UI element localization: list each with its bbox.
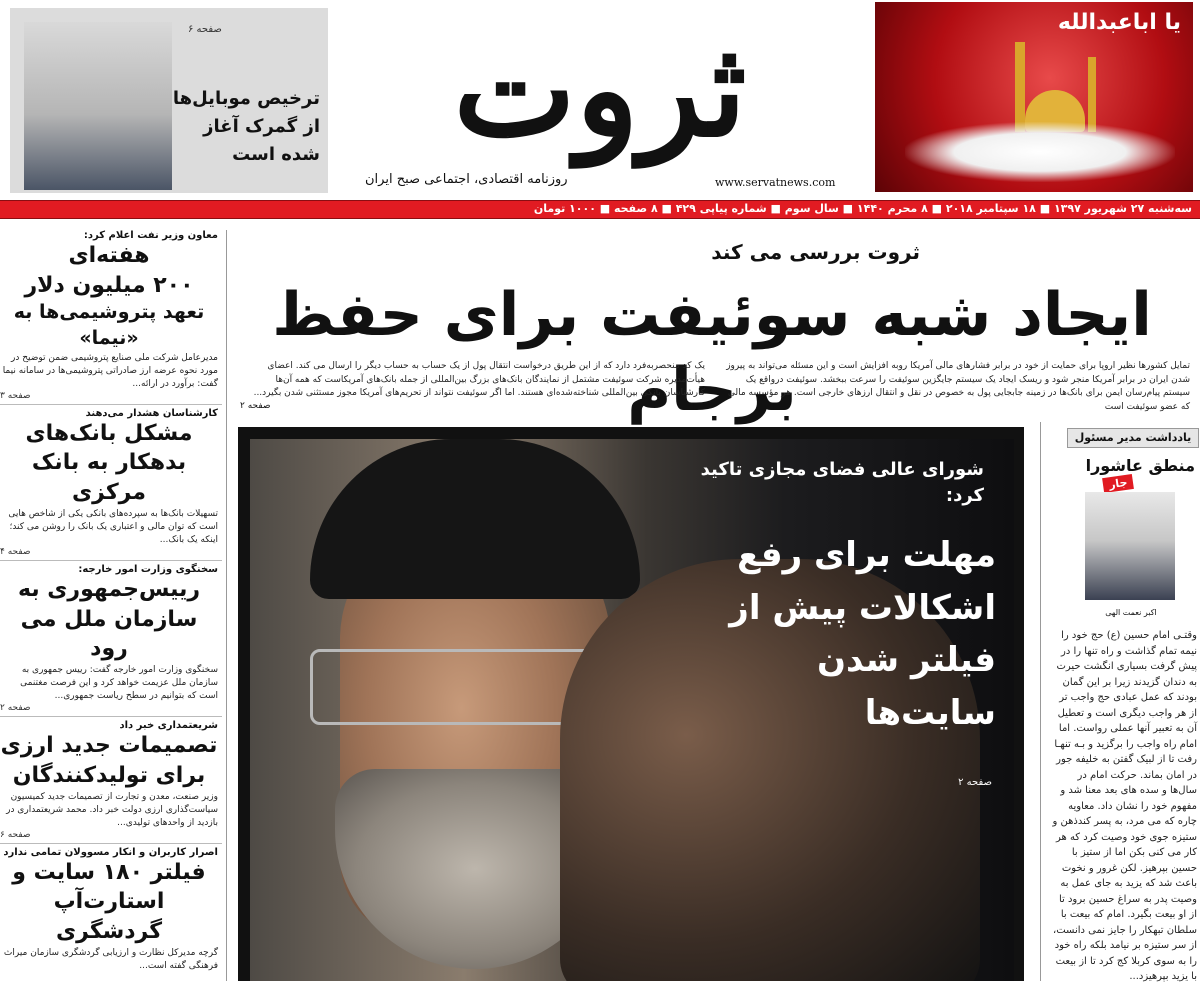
photo-headline: مهلت برای رفع اشکالات پیش از فیلتر شدن سایت‌ها (729, 535, 996, 734)
editorial-column (1040, 422, 1200, 981)
author-avatar (1085, 492, 1175, 600)
headline: فیلتر ۱۸۰ سایت و استارت‌آپ گردشگری (12, 859, 206, 945)
summary: تسهیلات بانک‌ها به سپرده‌های بانکی یکی از شاخص هایی است که توان مالی و اعتباری یک بانک را روشن می کند؛ اینکه یک بانک... (8, 508, 218, 545)
kicker: معاون وزیر نفت اعلام کرد: (83, 230, 218, 241)
tagline: روزنامه اقتصادی، اجتماعی صبح ایران (365, 172, 568, 187)
cloud-icon (905, 122, 1175, 182)
banner-text: یا اباعبدالله (1057, 10, 1181, 35)
headline (0, 241, 218, 352)
summary: سخنگوی وزارت امور خارجه گفت: رییس جمهوری به سازمان ملل عزیمت خواهد کرد و این فرصت مغتنمی است که بتوانیم در سطح ریاست جمهوری... (20, 665, 218, 702)
turban-shape (310, 439, 640, 599)
page-ref: صفحه ۶ (0, 829, 31, 840)
headline-line: ۲۰۰ میلیون دلار (24, 272, 194, 298)
news-item[interactable] (0, 564, 218, 713)
kicker: سخنگوی وزارت امور خارجه: (78, 564, 218, 575)
page-ref: صفحه ۳ (0, 390, 31, 401)
author-name: اکبر نعمت الهی (1105, 608, 1157, 617)
kicker: شریعتمداری خبر داد (119, 720, 218, 732)
editorial-tag: یادداشت مدیر مسئول (1067, 428, 1199, 448)
website-link[interactable]: www.servatnews.com (715, 176, 836, 189)
minaret-icon (1015, 42, 1025, 132)
dateline-text: سه‌شنبه ۲۷ شهریور ۱۳۹۷ ■ ۱۸ سپتامبر ۲۰۱۸ ■ ۸ محرم ۱۴۴۰ ■ سال سوم ■ شماره پیاپی ۴۲۹ ■ ۸ صفحه ■ ۱۰۰۰ تومان (533, 202, 1192, 215)
page-ref: صفحه ۴ (0, 547, 31, 557)
lead-column: تمایل کشورها نظیر اروپا برای حمایت از خود در برابر فشارهای مالی آمریکا روبه افزایش است و این مسئله می‌تواند به پیروز شدن ایران در برابر آمریکا منجر شود و ریسک ایجاد یک سیستم جایگزین سوئیفت را سرعت ببخشد. سوئیفت درواقع یک سیستم پیام‌رسان ایمن برای بانک‌ها در زمینه جابجایی پول به خصوص در نقل و انتقال ارزهای خارجی است. هر مؤسسه مالی که عضو سوئیفت است (726, 361, 1190, 412)
teaser-page: صفحه ۶ (188, 24, 222, 35)
lead-body (232, 360, 1190, 414)
page-ref: صفحه ۲ (0, 703, 31, 714)
lead-page-ref: صفحه ۲ (240, 401, 271, 411)
logo-text: ثروت (453, 13, 747, 166)
left-column (0, 230, 222, 981)
teaser-photo (24, 22, 172, 190)
headline: رییس‌جمهوری به سازمان ملل می رود (17, 577, 200, 662)
headline: مشکل بانک‌های بدهکار به بانک مرکزی (25, 420, 193, 506)
newspaper-logo (360, 10, 840, 170)
divider (0, 560, 222, 561)
headline-line: هفته‌ای (68, 243, 150, 268)
muharram-banner (875, 2, 1193, 192)
summary: مدیرعامل شرکت ملی صنایع پتروشیمی ضمن توضیح در مورد نحوه عرضه ارز صادراتی پتروشیمی‌ها در سامانه نیما گفت: برآورد در ارائه... (2, 352, 218, 389)
headline-line: تعهد پتروشیمی‌ها به «نیما» (13, 301, 205, 350)
headline: تصمیمات جدید ارزی برای تولیدکنندگان (0, 733, 218, 788)
kicker: کارشناسان هشدار می‌دهند (85, 407, 218, 419)
divider (0, 843, 222, 844)
news-item[interactable] (0, 408, 218, 557)
divider (0, 404, 222, 405)
kicker: اصرار کاربران و انکار مسوولان تمامی ندارد (3, 846, 218, 858)
minaret-icon (1088, 57, 1096, 132)
photo-page-ref: صفحه ۲ (958, 777, 992, 788)
editorial-title[interactable]: منطق عاشورا (1085, 456, 1195, 475)
lead-headline[interactable]: ایجاد شبه سوئیفت برای حفظ برجام (272, 280, 1152, 425)
photo-story[interactable] (238, 427, 1024, 981)
photo-kicker: شورای عالی فضای مجازی تاکید کرد: (700, 459, 984, 507)
dateline-bar (0, 200, 1200, 219)
editorial-body: وقتـی امام حسین (ع) حج خود را نیمه تمام گذاشت و راه تنها را در پیش گرفت بسیاری انگشت حیرت به دندان گزیدند زیرا بر این گمان بودند که عمل عبادی حج واجب تر از هر واجب دیگری است و تعطیل آن به تعبیر آنها عملی رواست. اما امام راه واجب را برگزید و بـه تنهـا رفت تا از لبیک گفتن به خلیفه جور در امان بماند. حرکت امام در سال‌ها و سده های بعد معنا شد و مفهوم خود را نشان داد. معاویه چاره که می مرد، به پسر کندذهن و ستیزه جوی خود وصیت کرد که هر کار می کنی بکن اما از ستیز با حسین بپرهیز. لکن غرور و نخوت باعث شد که یزید به جای عمل به وصیت پدر به سراغ حسین برود تا از او بیعت بگیرد. امام که بیعت با سلطان تبهکار را جایز نمی دانست، از سر ستیزه بر نیامد بلکه راه خود را به سوی کربلا کج کرد تا از بیعت با یزید بپرهیزد... (1052, 630, 1197, 982)
masthead (0, 0, 1200, 200)
news-item[interactable] (0, 847, 218, 973)
lead-column: یک کد منحصربه‌فرد دارد که از این طریق درخواست انتقال پول از یک حساب به حساب دیگر را ارسال می کند. اعضای هیأت‌مدیره شرکت سوئیفت مشتمل از نمایندگان بانک‌های بزرگ بین‌المللی از جمله بانک‌های آمریکاست که همه آن‌ها کارشناسان بانکی بین‌المللی شناخته‌شده‌ای هستند. اما اگر سوئیفت نتواند از تحریم‌های آمریکا مجوز مستثنی شدن بگیرد... (253, 361, 705, 398)
summary: گرچه مدیرکل نظارت و ارزیابی گردشگری سازمان میراث فرهنگی گفته است... (3, 947, 218, 971)
lead-kicker: ثروت بررسی می کند (711, 240, 920, 264)
teaser-headline[interactable]: ترخیص موبایل‌ها از گمرک آغاز شده است (172, 88, 320, 165)
news-item[interactable] (0, 230, 218, 401)
summary: وزیر صنعت، معدن و تجارت از تصمیمات جدید کمیسیون سیاست‌گذاری ارزی دولت خبر داد. محمد شریعتمداری در بازدید از واحدهای تولیدی... (6, 791, 218, 828)
editorial-label: جار (1102, 474, 1134, 493)
divider (0, 716, 222, 717)
column-divider (226, 230, 227, 981)
news-item[interactable] (0, 720, 218, 840)
